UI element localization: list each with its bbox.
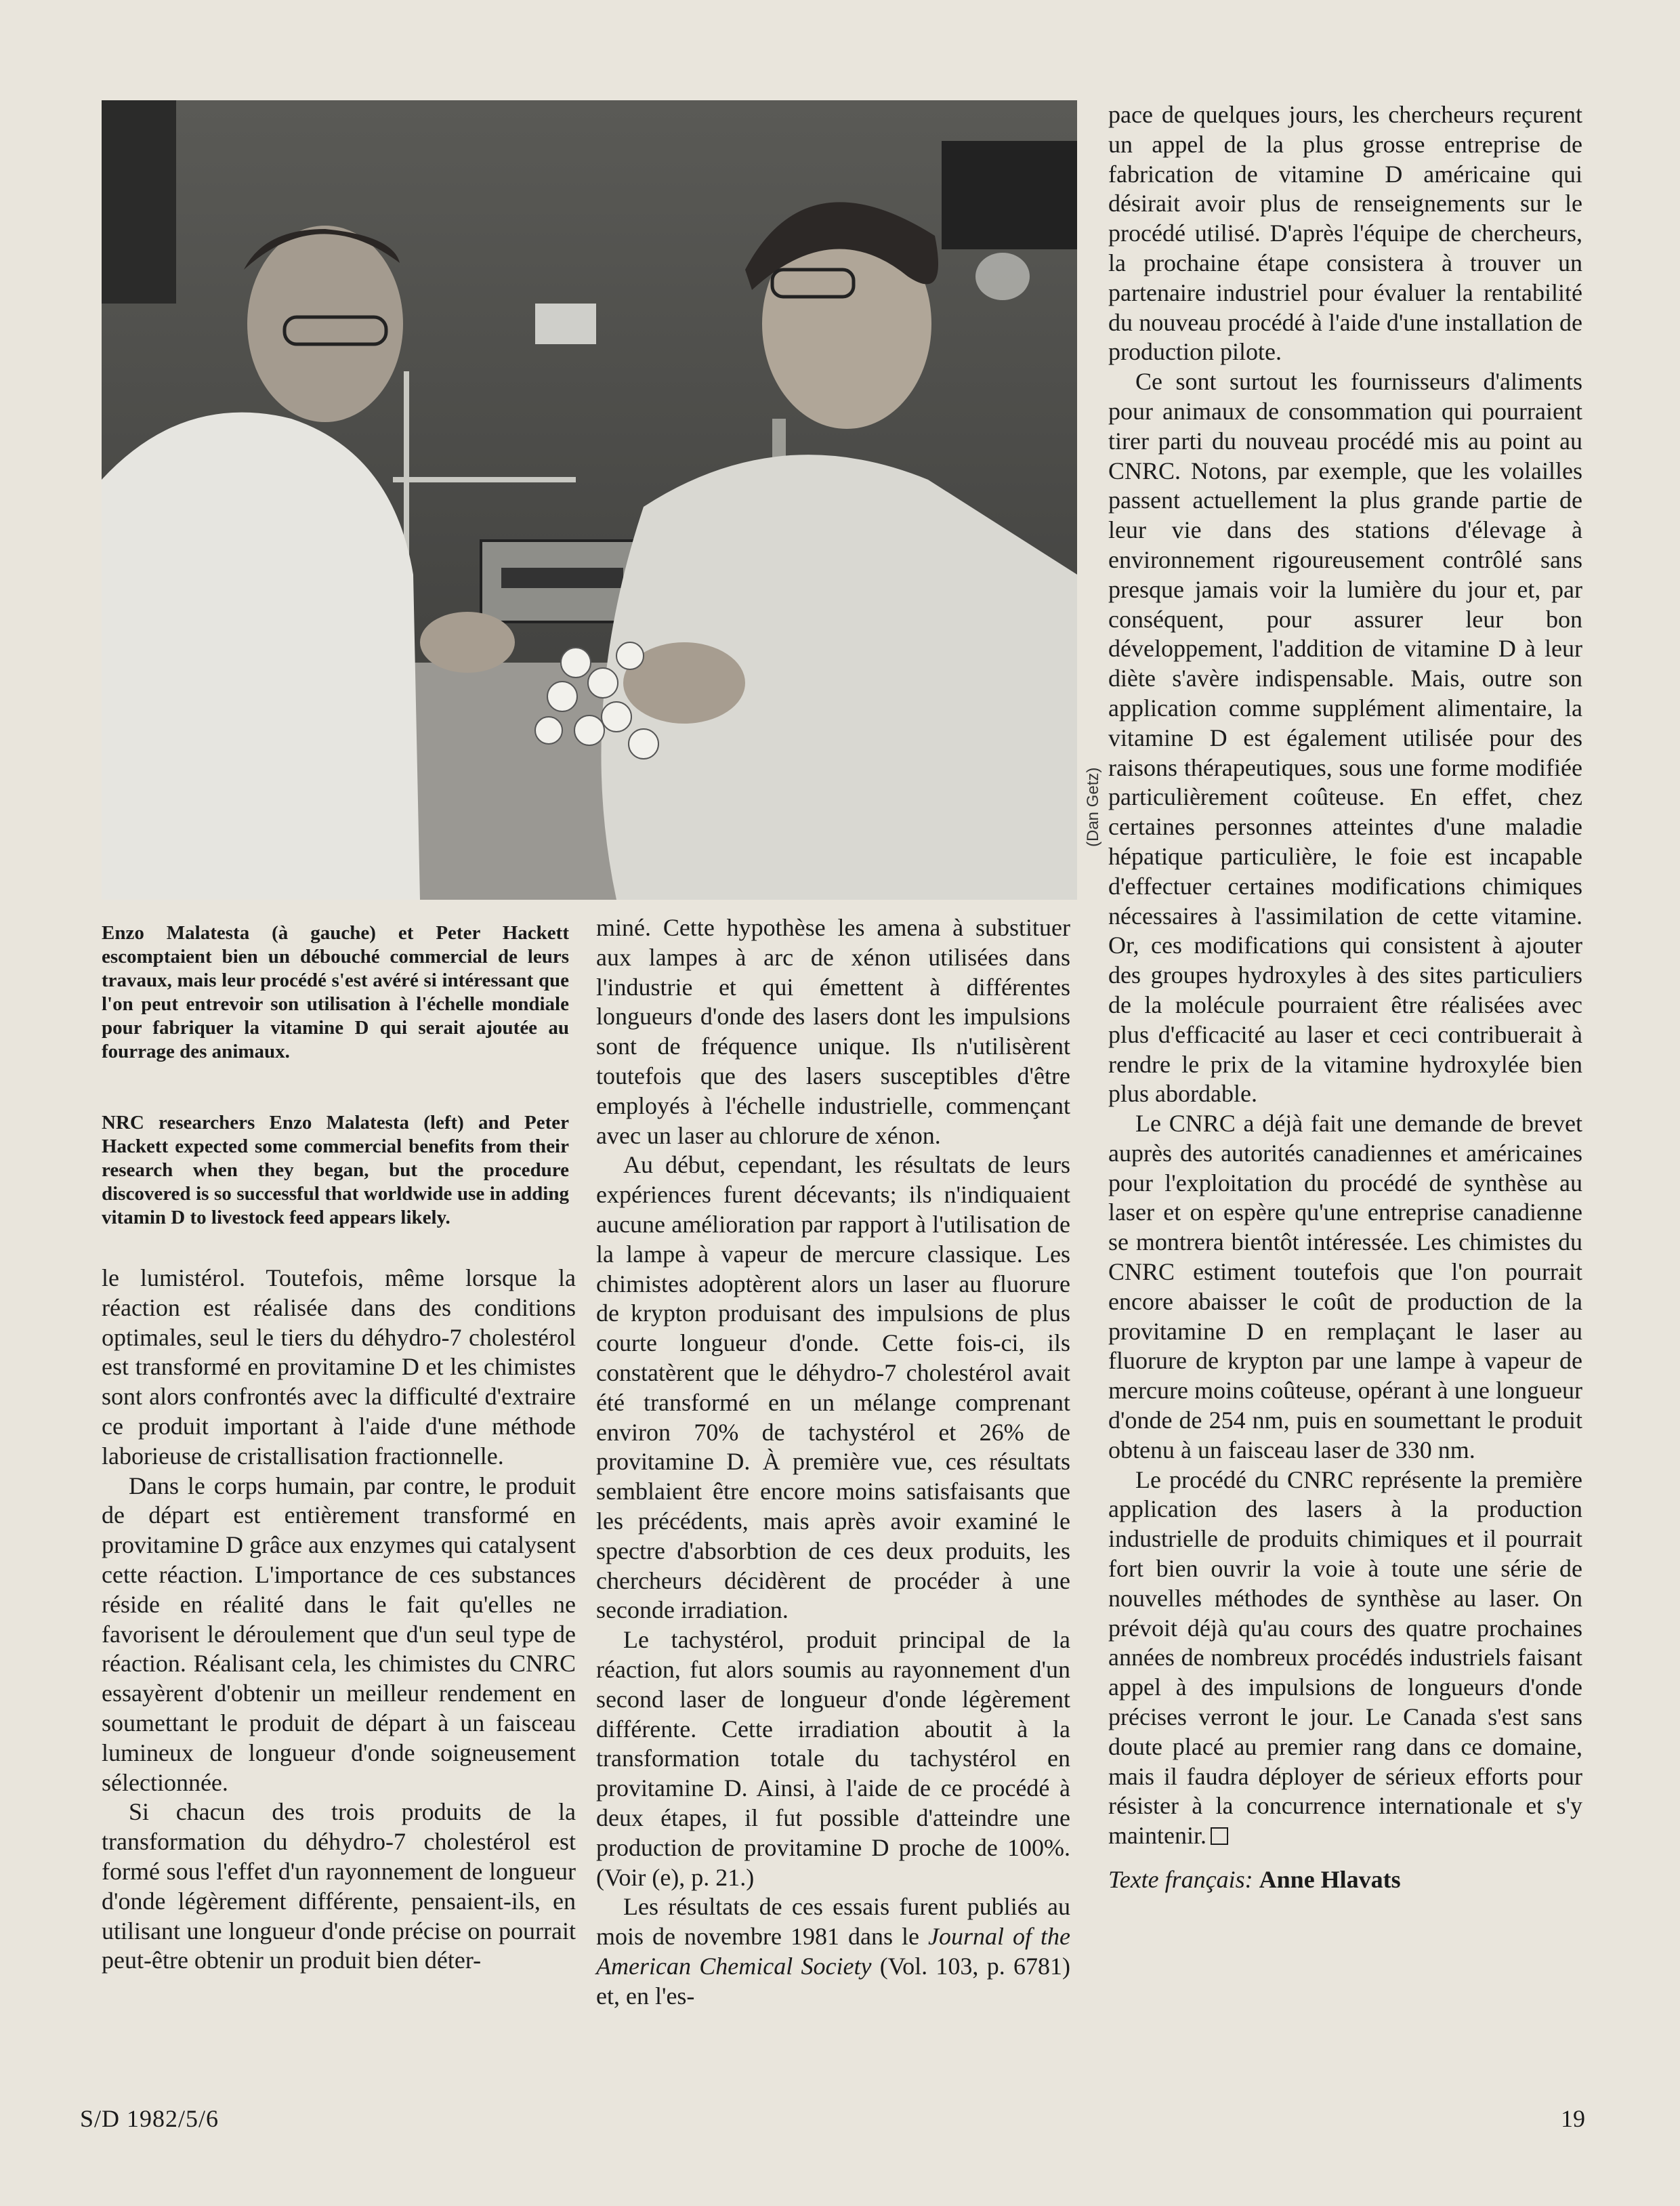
paragraph: Ce sont surtout les fournisseurs d'aliments pour animaux de consommation qui pourraient tirer parti du nouveau procédé mis au point au CNRC. Notons, par exemple, que les volailles passent actuellement la plus grande partie de leur vie dans des stations d'élevage à environnement rigoureusement contrôlé sans presque jamais voir la lumière du jour et, par conséquent, pour assurer leur bon développement, l'addition de vitamine D à leur diète s'avère indispensable. Mais, outre son application comme supplément alimentaire, la vitamine D est également utilisée pour des raisons thérapeutiques, sous une forme modifiée particulièrement coûteuse. En effet, chez certaines personnes atteintes d'une maladie hépatique particulière, le foie est incapable d'effectuer certaines modifications chimiques nécessaires à l'assimilation de cette vitamine. Or, ces modifications qui consistent à ajouter des groupes hydroxyles à des sites particuliers de la molécule pourraient être réalisées avec plus d'efficacité au laser et ceci contribuerait à rendre le prix de la vitamine hydroxylée bien plus abordable. xyxy=(1108,368,1582,1108)
issue-reference: S/D 1982/5/6 xyxy=(80,2105,219,2132)
text-run: (Vol. 103, p. 6781) et, en l'es- xyxy=(596,1952,1070,2010)
paragraph: Dans le corps humain, par contre, le produit de départ est entièrement transformé en provitamine D grâce aux enzymes qui catalysent cette réaction. L'importance de ces substances réside en réalité dans le fait qu'elles ne favorisent le déroulement que d'un seul type de réaction. Réalisant cela, les chimistes du CNRC essayèrent d'obtenir un meilleur rendement en soumettant le produit de départ à un faisceau lumineux de longueur d'onde soigneusement sélectionnée. xyxy=(102,1472,576,1796)
text-run: Le procédé du CNRC représente la première application des lasers à la production industrielle de produits chimiques et il pourrait fort bien ouvrir la voie à toute une série de nouvelles méthodes de synthèse au laser. On prévoit déjà qu'au cours des quatre prochaines années de nombreux procédés industriels faisant appel à des impulsions de longueurs d'onde précises verront le jour. Le Canada s'est sans doute placé au premier rang dans ce domaine, mais il faudra déployer de sérieux efforts pour résister à la concurrence internationale et s'y maintenir. xyxy=(1108,1465,1582,1850)
paragraph: Si chacun des trois produits de la transformation du déhydro-7 cholestérol est formé sous l'effet d'un rayonnement de longueur d'onde légèrement différente, pensaient-ils, en utilisant une longueur d'onde précise on pourrait peut-être obtenir un produit bien déter- xyxy=(102,1798,576,1974)
journal-title: Journal of the American Chemical Society xyxy=(596,1923,1070,1980)
text-run: Les résultats de ces essais furent publiés au mois de novembre 1981 dans le xyxy=(596,1893,1070,1951)
page-number: 19 xyxy=(1561,2105,1585,2132)
paragraph xyxy=(596,1892,1070,2011)
photo-caption-english: NRC researchers Enzo Malatesta (left) and Peter Hackett expected some commercial benefits from their research when they began, but the procedure discovered is so successful that worldwide use in adding vitamin D to livestock feed appears likely. xyxy=(102,1112,569,1228)
end-mark-icon xyxy=(1211,1827,1228,1845)
paragraph: miné. Cette hypothèse les amena à substituer aux lampes à arc de xénon utilisées dans l'industrie et qui émettent à différentes longueurs d'onde des lasers dont les impulsions sont de fréquence unique. Ils n'utilisèrent toutefois que des lasers susceptibles d'être employés à l'échelle industrielle, commençant avec un laser au chlorure de xénon. xyxy=(596,914,1070,1149)
translator-name: Anne Hlavats xyxy=(1259,1866,1401,1894)
lab-photograph xyxy=(102,100,1077,900)
paragraph: Au début, cependant, les résultats de leurs expériences furent décevants; ils n'indiquaient aucune amélioration par rapport à l'utilisation de la lampe à vapeur de mercure classique. Les chimistes adoptèrent alors un laser au fluorure de krypton produisant des impulsions de plus courte longueur d'onde. Cette fois-ci, ils constatèrent que le déhydro-7 cholestérol avait été transformé en un mélange comprenant environ 70% de tachystérol et 26% de provitamine D. À première vue, ces résultats semblaient être encore moins satisfaisants que les précédents, mais après avoir examiné le spectre d'absorbtion de ces deux produits, les chercheurs décidèrent de procéder à une seconde irradiation. xyxy=(596,1151,1070,1624)
translation-credit xyxy=(1108,1865,1582,1894)
paragraph: le lumistérol. Toutefois, même lorsque la réaction est réalisée dans des conditions optimales, seul le tiers du déhydro-7 cholestérol est transformé en provitamine D et les chimistes sont alors confrontés avec la difficulté d'extraire ce produit important à l'aide d'une méthode laborieuse de cristallisation fractionnelle. xyxy=(102,1264,576,1470)
text-column-1 xyxy=(102,1264,576,1976)
paragraph: Le CNRC a déjà fait une demande de brevet auprès des autorités canadiennes et américaines pour l'exploitation du procédé de synthèse au laser et on espère qu'une entreprise canadienne se montrera bientôt intéressée. Les chimistes du CNRC estiment toutefois que l'on pourrait encore abaisser le coût de production de la provitamine D en remplaçant le laser au fluorure de krypton par une lampe à vapeur de mercure moins coûteuse, opérant à une longueur d'onde de 254 nm, puis en soumettant le produit obtenu à un faisceau laser de 330 nm. xyxy=(1108,1110,1582,1463)
photo-credit: (Dan Getz) xyxy=(1084,767,1102,847)
paragraph: Le tachystérol, produit principal de la réaction, fut alors soumis au rayonnement d'un second laser de longueur d'onde légèrement différente. Cette irradiation aboutit à la transformation totale du tachystérol en provitamine D. Ainsi, à l'aide de ce procédé à deux étapes, il fut possible d'atteindre une production de provitamine D proche de 100%. (Voir (e), p. 21.) xyxy=(596,1626,1070,1891)
text-column-2 xyxy=(596,913,1070,2011)
photo-caption-french: Enzo Malatesta (à gauche) et Peter Hackett escomptaient bien un débouché commercial de leurs travaux, mais leur procédé s'est avéré si intéressant que l'on peut entrevoir son utilisation à l'échelle mondiale pour fabriquer la vitamine D qui serait ajoutée au fourrage des animaux. xyxy=(102,922,569,1062)
paragraph xyxy=(1108,1465,1582,1851)
translation-label: Texte français: xyxy=(1108,1866,1253,1894)
photo-illustration xyxy=(102,100,1077,900)
text-column-3 xyxy=(1108,100,1582,1894)
paragraph: pace de quelques jours, les chercheurs reçurent un appel de la plus grosse entreprise de fabrication de vitamine D américaine qui désirait avoir plus de renseignements sur le procédé utilisé. D'après l'équipe de chercheurs, la prochaine étape consistera à trouver un partenaire industriel pour évaluer la rentabilité du nouveau procédé à l'aide d'une installation de production pilote. xyxy=(1108,101,1582,366)
